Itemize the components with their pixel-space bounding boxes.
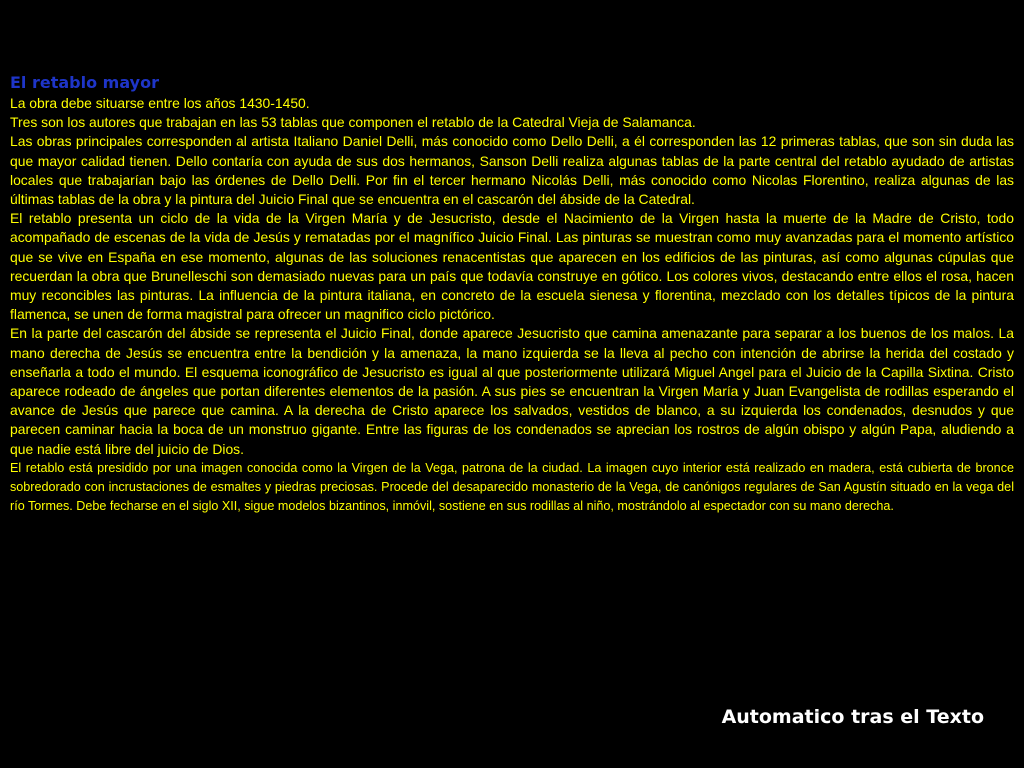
paragraph-authors: Tres son los autores que trabajan en las 53 tablas que componen el retablo de la Catedral Vieja de Salamanca. — [10, 114, 696, 131]
paragraph-main-works: Las obras principales corresponden al artista Italiano Daniel Delli, más conocido como Dello Delli, a él corresponden las 12 primeras tablas, que son sin duda las que mayor calidad tienen. Dello contaría con ayuda de sus dos hermanos, Sanson Delli realiza algunas tablas de la parte central del retablo ayudado de artistas locales que trabajarían bajo las órdenes de Dello Delli. Por fin el tercer hermano Nicolás Delli, más conocido como Nicolas Florentino, realiza algunas de las últimas tablas de la obra y la pintura del Juicio Final que se encuentra en el cascarón del ábside de la Catedral. — [10, 133, 1014, 208]
paragraph-last-judgment: En la parte del cascarón del ábside se representa el Juicio Final, donde aparece Jesucristo que camina amenazante para separar a los buenos de los malos. La mano derecha de Jesús se encuentra entre la bendición y la amenaza, la mano izquierda se la lleva al pecho con intención de abrirse la herida del costado y enseñarla a todo el mundo. El esquema iconográfico de Jesucristo es igual al que posteriormente utilizará Miguel Angel para el Juicio de la Capilla Sixtina. Cristo aparece rodeado de ángeles que portan diferentes elementos de la pasión. A sus pies se encuentran la Virgen María y Juan Evangelista de rodillas esperando el avance de Jesús que parece que camina. A la derecha de Cristo aparece los salvados, vestidos de blanco, a su izquierda los condenados, desnudos y que parecen caminar hacia la boca de un monstruo gigante. Entre las figuras de los condenados se aprecian los rostros de algún obispo y algún Papa, aludiendo a que nadie está libre del juicio de Dios. — [10, 325, 1014, 457]
slide-heading: El retablo mayor — [10, 73, 159, 92]
paragraph-virgin-vega: El retablo está presidido por una imagen conocida como la Virgen de la Vega, patrona de la ciudad. La imagen cuyo interior está realizado en madera, está cubierta de bronce sobredorado con incrustaciones de esmaltes y piedras preciosas. Procede del desaparecido monasterio de la Vega, de canónigos regulares de San Agustín situado en la vega del río Tormes. Debe fecharse en el siglo XII, sigue modelos bizantinos, inmóvil, sostiene en sus rodillas al niño, mostrándolo al espectador con su mano derecha. — [10, 460, 1014, 514]
paragraph-date: La obra debe situarse entre los años 1430-1450. — [10, 95, 310, 111]
slide-body — [10, 72, 1014, 516]
slide-caption: Automatico tras el Texto — [721, 706, 984, 728]
paragraph-cycle: El retablo presenta un ciclo de la vida de la Virgen María y de Jesucristo, desde el Nacimiento de la Virgen hasta la muerte de la Madre de Cristo, todo acompañado de escenas de la vida de Jesús y rematadas por el magnífico Juicio Final. Las pinturas se muestran como muy avanzadas para el momento artístico que se vive en España en ese momento, algunas de las soluciones renacentistas que aparecen en los edificios de las pinturas, así como algunas cúpulas que recuerdan la obra que Brunelleschi son demasiado nuevas para un país que todavía construye en gótico. Los colores vivos, destacando entre ellos el rosa, hacen muy reconcibles las pinturas. La influencia de la pintura italiana, en concreto de la escuela sienesa y florentina, mezclado con los detalles típicos de la pintura flamenca, se unen de forma magistral para ofrecer un magnifico ciclo pictórico. — [10, 210, 1014, 323]
